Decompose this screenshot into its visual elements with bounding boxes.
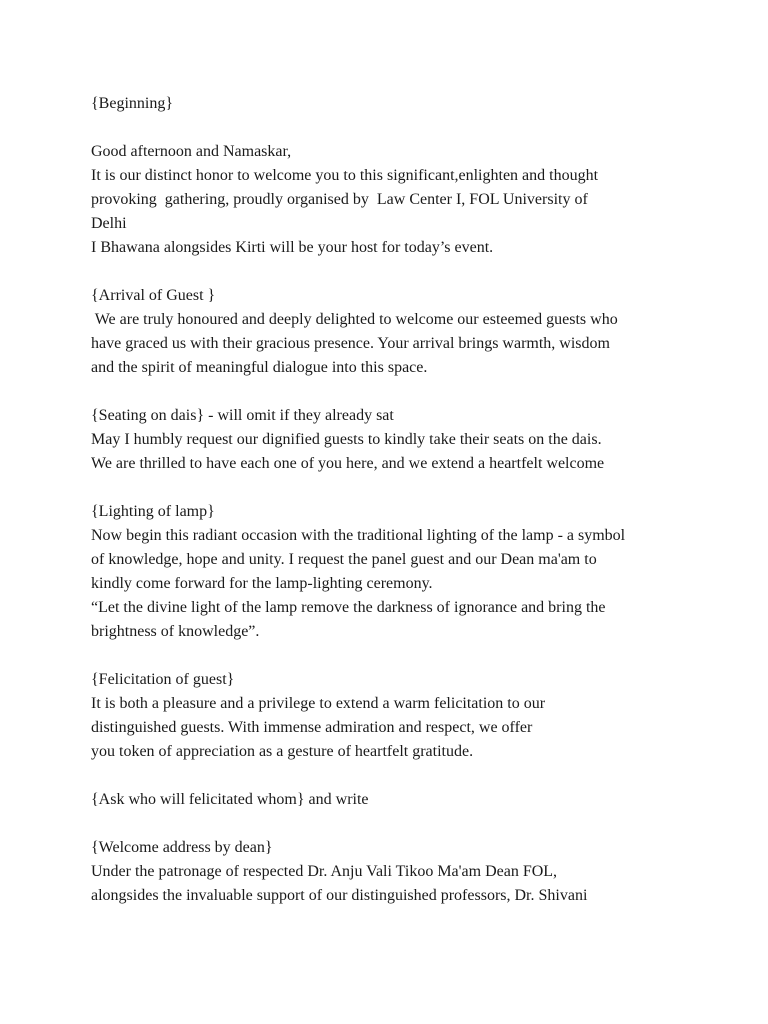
text-line: We are truly honoured and deeply delighted to welcome our esteemed guests who	[91, 311, 618, 328]
text-line: {Lighting of lamp}	[91, 503, 215, 520]
paragraph-beginning-heading	[91, 92, 731, 116]
text-line: Under the patronage of respected Dr. Anju Vali Tikoo Ma'am Dean FOL,	[91, 863, 558, 880]
text-line: “Let the divine light of the lamp remove the darkness of ignorance and bring the	[91, 599, 606, 616]
text-line: provoking gathering, proudly organised by Law Center I, FOL University of	[91, 191, 588, 208]
text-line: {Welcome address by dean}	[91, 839, 273, 856]
paragraph-welcome-dean	[91, 836, 731, 908]
text-line: brightness of knowledge”.	[91, 623, 260, 640]
paragraph-seating	[91, 404, 731, 476]
paragraph-lamp	[91, 500, 731, 644]
text-line: Good afternoon and Namaskar,	[91, 143, 292, 160]
paragraph-beginning-text	[91, 140, 731, 260]
text-line: Delhi	[91, 215, 127, 232]
text-line: {Felicitation of guest}	[91, 671, 235, 688]
document-page	[91, 92, 731, 932]
text-line: I Bhawana alongsides Kirti will be your host for today’s event.	[91, 239, 494, 256]
paragraph-felicitation	[91, 668, 731, 764]
text-line: We are thrilled to have each one of you here, and we extend a heartfelt welcome	[91, 455, 605, 472]
text-line: It is both a pleasure and a privilege to extend a warm felicitation to our	[91, 695, 546, 712]
text-line: have graced us with their gracious presence. Your arrival brings warmth, wisdom	[91, 335, 610, 352]
text-line: May I humbly request our dignified guests to kindly take their seats on the dais.	[91, 431, 602, 448]
text-line: {Beginning}	[91, 95, 174, 112]
text-line: Now begin this radiant occasion with the traditional lighting of the lamp - a symbol	[91, 527, 626, 544]
text-line: It is our distinct honor to welcome you to this significant,enlighten and thought	[91, 167, 599, 184]
text-line: {Arrival of Guest }	[91, 287, 216, 304]
text-line: {Seating on dais} - will omit if they already sat	[91, 407, 394, 424]
text-line: distinguished guests. With immense admiration and respect, we offer	[91, 719, 533, 736]
text-line: {Ask who will felicitated whom} and write	[91, 791, 369, 808]
text-line: of knowledge, hope and unity. I request the panel guest and our Dean ma'am to	[91, 551, 597, 568]
text-line: you token of appreciation as a gesture of heartfelt gratitude.	[91, 743, 474, 760]
text-line: alongsides the invaluable support of our distinguished professors, Dr. Shivani	[91, 887, 588, 904]
text-line: kindly come forward for the lamp-lighting ceremony.	[91, 575, 433, 592]
paragraph-ask	[91, 788, 731, 812]
paragraph-arrival	[91, 284, 731, 380]
text-line: and the spirit of meaningful dialogue into this space.	[91, 359, 428, 376]
